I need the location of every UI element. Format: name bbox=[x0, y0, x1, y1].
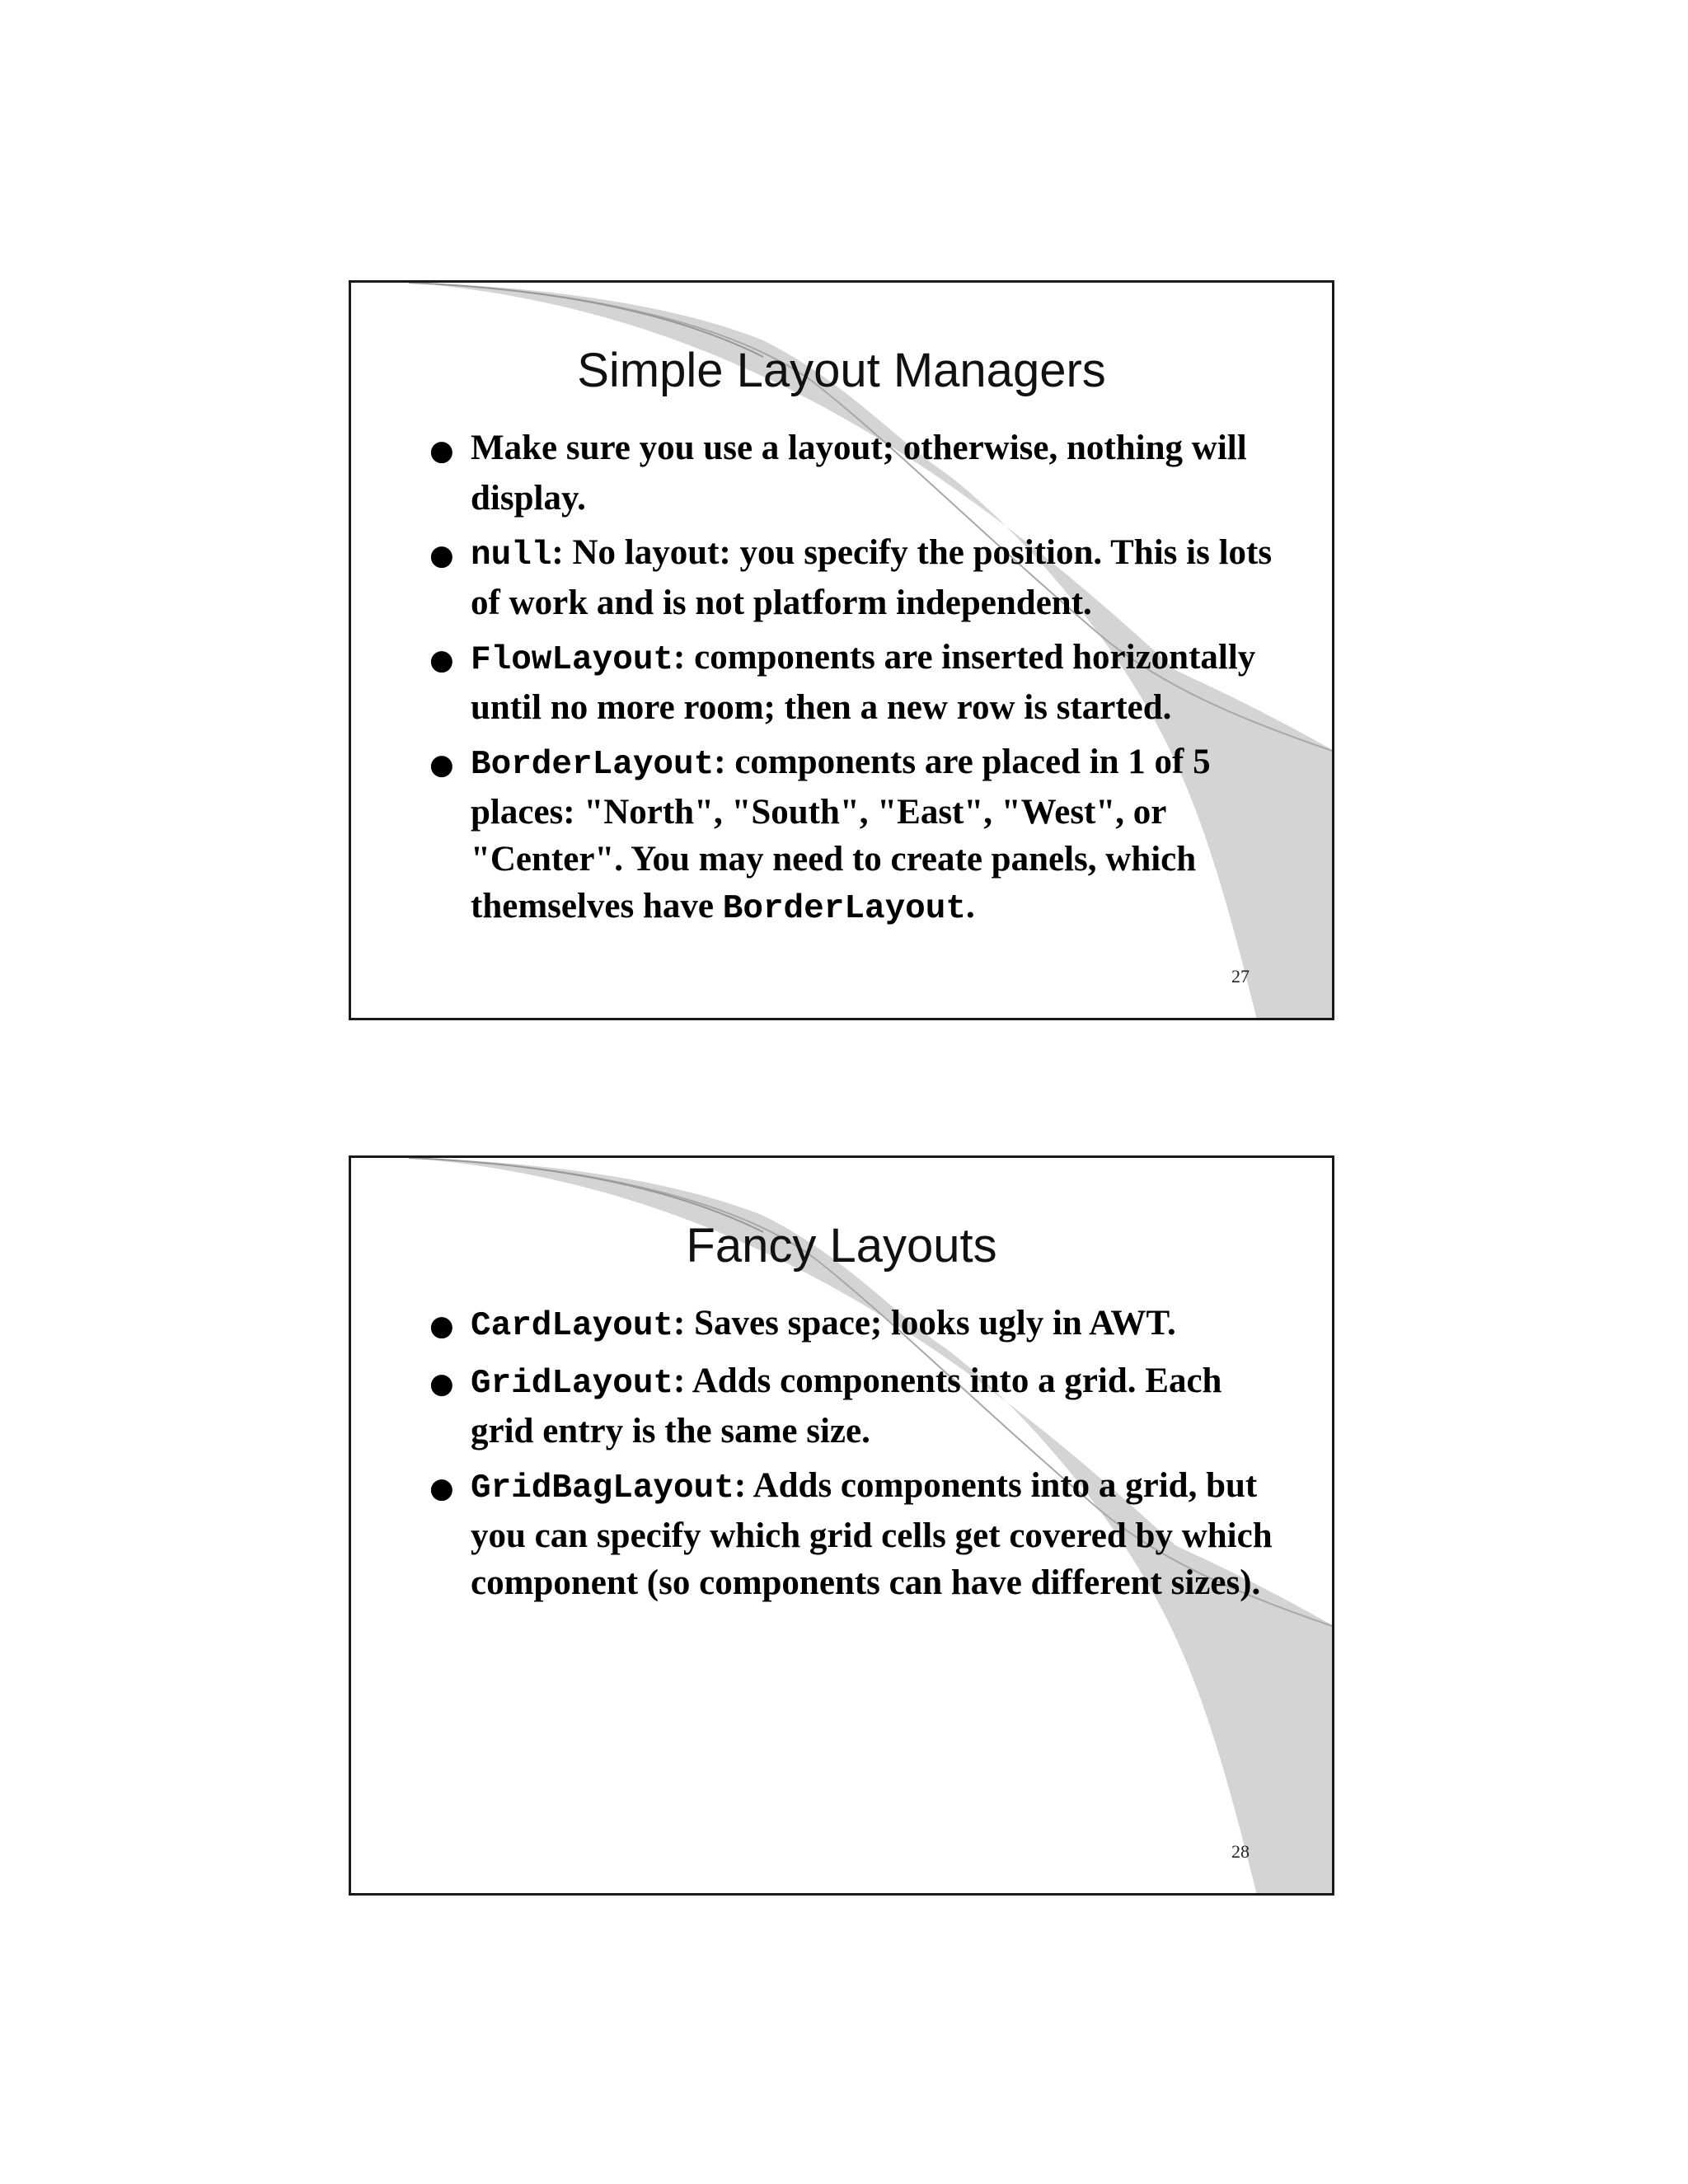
bullet-code: null bbox=[471, 537, 552, 574]
bullet-tail: . bbox=[965, 887, 975, 926]
bullet-text: : components are inserted horizontally until no more room; then a new row is started. bbox=[471, 638, 1256, 727]
bullet-list bbox=[429, 424, 1287, 940]
list-item bbox=[429, 1357, 1287, 1455]
bullet-icon: ● bbox=[429, 748, 454, 781]
bullet-code-tail: BorderLayout bbox=[722, 890, 966, 928]
bullet-text: Make sure you use a layout; otherwise, nothing will display. bbox=[471, 429, 1247, 518]
slide-27 bbox=[349, 280, 1334, 1020]
bullet-code: CardLayout bbox=[471, 1307, 674, 1345]
list-item bbox=[429, 424, 1287, 522]
slide-28 bbox=[349, 1155, 1334, 1896]
slide-title: Fancy Layouts bbox=[686, 1219, 997, 1272]
bullet-icon: ● bbox=[429, 539, 454, 572]
bullet-icon: ● bbox=[429, 644, 454, 677]
list-item bbox=[429, 1462, 1287, 1606]
bullet-text: : Adds components into a grid. Each grid entry is the same size. bbox=[471, 1361, 1222, 1451]
page-number: 28 bbox=[1231, 1841, 1250, 1862]
list-item bbox=[429, 634, 1287, 731]
slide-title: Simple Layout Managers bbox=[577, 344, 1106, 397]
bullet-code: GridBagLayout bbox=[471, 1469, 734, 1507]
bullet-code: BorderLayout bbox=[471, 746, 715, 784]
bullet-icon: ● bbox=[429, 434, 454, 467]
list-item bbox=[429, 1300, 1287, 1350]
bullet-text: : No layout: you specify the position. This is lots of work and is not platform independent. bbox=[471, 533, 1273, 622]
bullet-icon: ● bbox=[429, 1472, 454, 1505]
bullet-code: FlowLayout bbox=[471, 641, 674, 679]
bullet-icon: ● bbox=[429, 1310, 454, 1343]
list-item bbox=[429, 738, 1287, 933]
list-item bbox=[429, 529, 1287, 626]
page-number: 27 bbox=[1231, 966, 1250, 987]
bullet-icon: ● bbox=[429, 1367, 454, 1400]
bullet-list bbox=[429, 1300, 1287, 1614]
bullet-text: : components are placed in 1 of 5 places: "North", "South", "East", "West", or "Center". You may need to create panels, which themselves have bbox=[471, 743, 1211, 926]
bullet-text: : Adds components into a grid, but you can specify which grid cells get covered by which component (so components can have different sizes). bbox=[471, 1466, 1273, 1602]
bullet-text: : Saves space; looks ugly in AWT. bbox=[673, 1304, 1176, 1343]
bullet-code: GridLayout bbox=[471, 1365, 674, 1403]
